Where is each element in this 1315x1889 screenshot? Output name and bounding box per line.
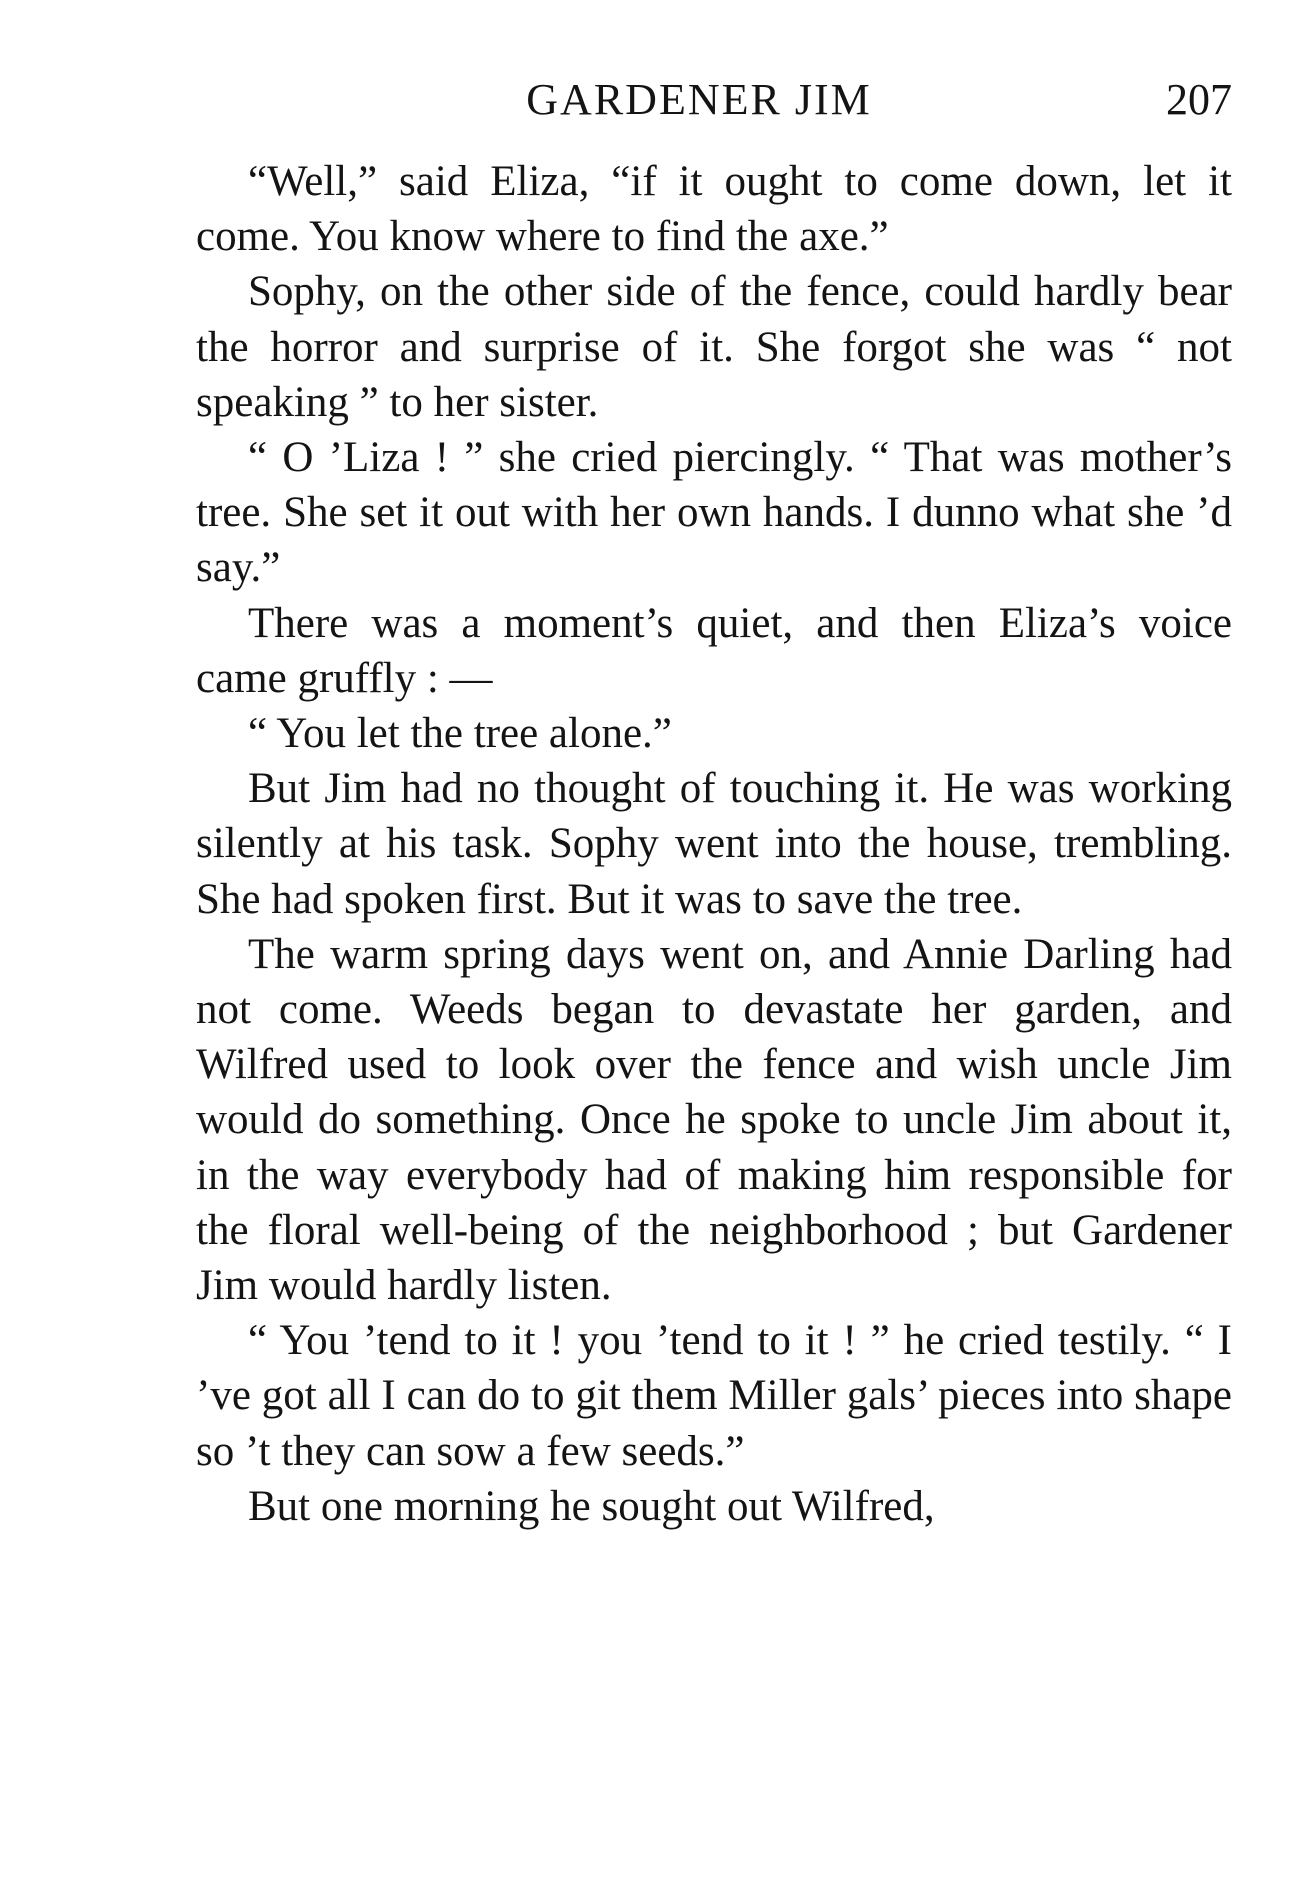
paragraph: The warm spring days went on, and Annie Darling had not come. Weeds began to devastate her garden, and Wilfred used to look over the fence and wish uncle Jim would do something. Once he spoke to uncle Jim about it, in the way everybody had of making him responsible for the floral well-being of the neighborhood ; but Gardener Jim would hardly listen.	[196, 930, 1232, 1310]
paragraph: “ You ’tend to it ! you ’tend to it ! ” he cried testily. “ I ’ve got all I can do to git them Miller gals’ pieces into shape so ’t they can sow a few seeds.”	[196, 1317, 1232, 1475]
body-text	[196, 154, 1232, 1534]
page-header	[196, 70, 1232, 130]
page-number: 207	[1166, 75, 1232, 124]
paragraph: But Jim had no thought of touching it. He was working silently at his task. Sophy went into the house, trembling. She had spoken first. But it was to save the tree.	[196, 765, 1232, 923]
running-head: GARDENER JIM	[526, 75, 872, 124]
paragraph: But one morning he sought out Wilfred,	[248, 1482, 935, 1530]
paragraph: “Well,” said Eliza, “if it ought to come down, let it come. You know where to find the axe.”	[196, 158, 1232, 261]
paragraph: Sophy, on the other side of the fence, could hardly bear the horror and surprise of it. She forgot she was “ not speaking ” to her sister.	[196, 268, 1232, 426]
paragraph: There was a moment’s quiet, and then Eliza’s voice came gruffly : —	[196, 599, 1232, 702]
paragraph: “ O ’Liza ! ” she cried piercingly. “ That was mother’s tree. She set it out with her own hands. I dunno what she ’d say.”	[196, 434, 1232, 592]
paragraph: “ You let the tree alone.”	[248, 710, 672, 758]
